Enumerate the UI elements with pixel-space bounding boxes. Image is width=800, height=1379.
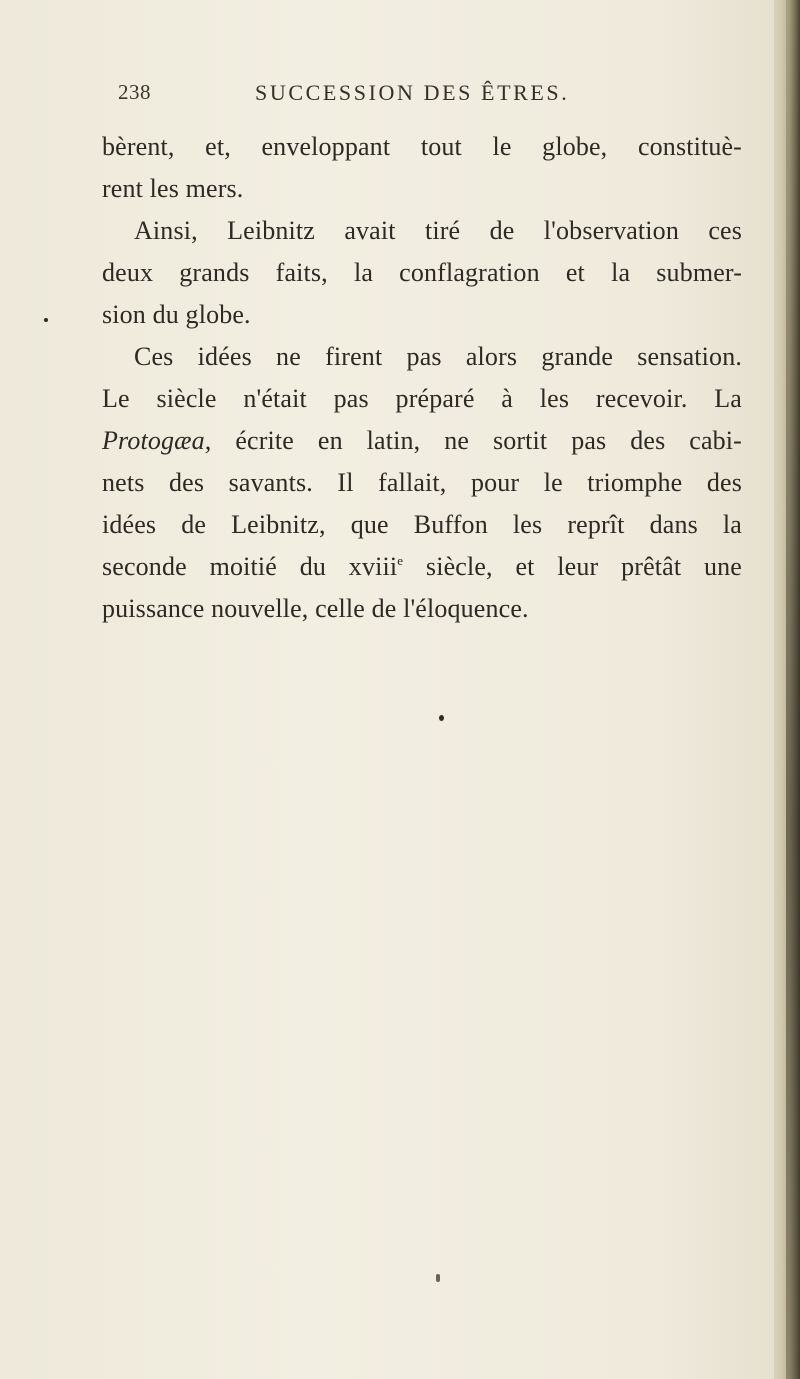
text-line-8-rest: écrite en latin, ne sortit pas des cabi-: [211, 426, 742, 455]
text-line-2: rent les mers.: [102, 174, 244, 203]
text-line-11-start: seconde moitié du xviii: [102, 552, 398, 581]
text-line-8: [102, 420, 742, 462]
text-line-12: puissance nouvelle, celle de l'éloquence.: [102, 594, 529, 623]
running-title: SUCCESSION DES ÊTRES.: [255, 80, 570, 105]
century-superscript: e: [397, 553, 404, 568]
book-title-protogaea: Protogæa,: [102, 426, 212, 455]
text-line-9: nets des savants. Il fallait, pour le triomphe des: [102, 468, 742, 497]
text-line-3: Ainsi, Leibnitz avait tiré de l'observation ces: [134, 216, 742, 245]
text-line-11-end: siècle, et leur prêtât une: [403, 552, 742, 581]
text-line-1: bèrent, et, enveloppant tout le globe, constituè-: [102, 132, 742, 161]
running-header: [100, 80, 740, 110]
page-number: 238: [118, 80, 151, 104]
text-line-10: idées de Leibnitz, que Buffon les reprît dans la: [102, 510, 742, 539]
paper-speck: [439, 715, 444, 721]
body-text: [102, 126, 742, 630]
paper-speck: [436, 1274, 440, 1282]
text-line-7: Le siècle n'était pas préparé à les recevoir. La: [102, 384, 742, 413]
paper-speck: [44, 318, 48, 322]
text-line-6: Ces idées ne firent pas alors grande sensation.: [134, 342, 742, 371]
text-line-11: [102, 546, 742, 588]
text-line-5: sion du globe.: [102, 300, 251, 329]
text-line-4: deux grands faits, la conflagration et la submer-: [102, 258, 742, 287]
binding-shadow: [786, 0, 800, 1379]
